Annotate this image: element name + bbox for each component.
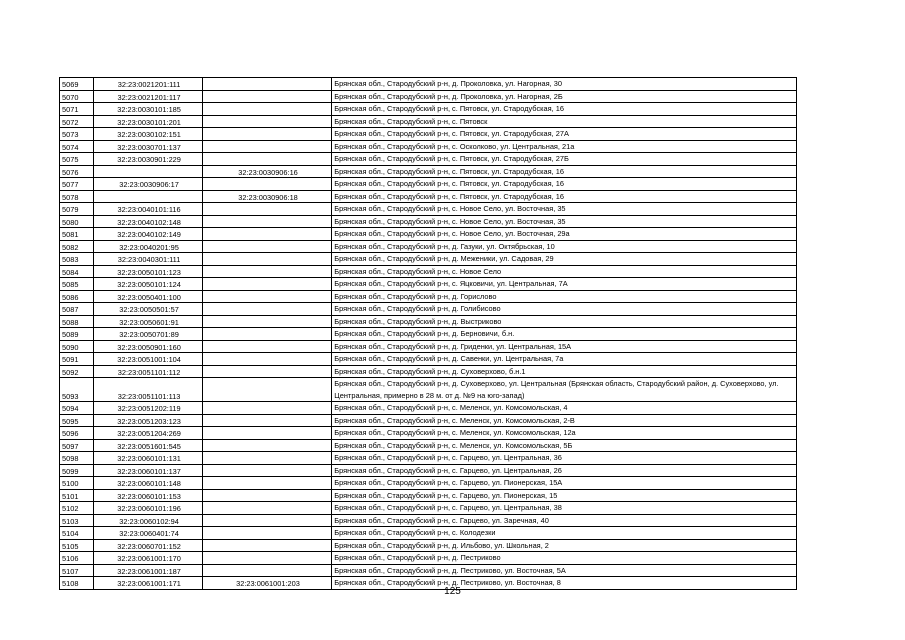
- related-cadastral-number-cell: [202, 290, 332, 303]
- address-cell: Брянская обл., Стародубский р-н, с. Гарцево, ул. Пионерская, 15: [332, 489, 797, 502]
- related-cadastral-number-cell: [202, 564, 332, 577]
- row-number-cell: 5106: [60, 552, 94, 565]
- row-number-cell: 5101: [60, 489, 94, 502]
- row-number-cell: 5102: [60, 502, 94, 515]
- table-row: [60, 253, 797, 266]
- cadastral-number-cell: 32:23:0021201:111: [94, 78, 202, 91]
- address-cell: Брянская обл., Стародубский р-н, с. Пятовск, ул. Стародубская, 27Б: [332, 153, 797, 166]
- row-number-cell: 5099: [60, 464, 94, 477]
- cadastral-number-cell: 32:23:0051001:104: [94, 353, 202, 366]
- row-number-cell: 5088: [60, 315, 94, 328]
- row-number-cell: 5077: [60, 178, 94, 191]
- table-row: [60, 265, 797, 278]
- address-cell: Брянская обл., Стародубский р-н, с. Меленск, ул. Комсомольская, 4: [332, 402, 797, 415]
- address-cell: Брянская обл., Стародубский р-н, д. Суховерхово, б.н.1: [332, 365, 797, 378]
- table-row: [60, 527, 797, 540]
- table-row: [60, 365, 797, 378]
- related-cadastral-number-cell: [202, 464, 332, 477]
- related-cadastral-number-cell: [202, 215, 332, 228]
- cadastral-number-cell: 32:23:0030701:137: [94, 140, 202, 153]
- related-cadastral-number-cell: [202, 439, 332, 452]
- address-cell: Брянская обл., Стародубский р-н, д. Пестриково, ул. Восточная, 8: [332, 577, 797, 590]
- cadastral-number-cell: 32:23:0060101:137: [94, 464, 202, 477]
- address-cell: Брянская обл., Стародубский р-н, с. Гарцево, ул. Центральная, 36: [332, 452, 797, 465]
- related-cadastral-number-cell: [202, 452, 332, 465]
- address-cell: Брянская обл., Стародубский р-н, с. Новое Село: [332, 265, 797, 278]
- row-number-cell: 5070: [60, 90, 94, 103]
- related-cadastral-number-cell: [202, 402, 332, 415]
- related-cadastral-number-cell: 32:23:0030906:18: [202, 190, 332, 203]
- address-cell: Брянская обл., Стародубский р-н, д. Газуки, ул. Октябрьская, 10: [332, 240, 797, 253]
- table-row: [60, 103, 797, 116]
- cadastral-number-cell: 32:23:0061001:187: [94, 564, 202, 577]
- cadastral-number-cell: 32:23:0060101:148: [94, 477, 202, 490]
- address-cell: Брянская обл., Стародубский р-н, с. Гарцево, ул. Центральная, 26: [332, 464, 797, 477]
- row-number-cell: 5081: [60, 228, 94, 241]
- address-cell: Брянская обл., Стародубский р-н, д. Ильбово, ул. Школьная, 2: [332, 539, 797, 552]
- related-cadastral-number-cell: [202, 203, 332, 216]
- related-cadastral-number-cell: [202, 315, 332, 328]
- table-row: [60, 240, 797, 253]
- table-row: [60, 564, 797, 577]
- address-cell: Брянская обл., Стародубский р-н, с. Пятовск, ул. Стародубская, 16: [332, 165, 797, 178]
- cadastral-number-cell: 32:23:0061001:171: [94, 577, 202, 590]
- related-cadastral-number-cell: [202, 253, 332, 266]
- cadastral-number-cell: 32:23:0061001:170: [94, 552, 202, 565]
- address-cell: Брянская обл., Стародубский р-н, с. Пятовск, ул. Стародубская, 16: [332, 190, 797, 203]
- address-cell: Брянская обл., Стародубский р-н, д. Проколовка, ул. Нагорная, 2Б: [332, 90, 797, 103]
- cadastral-number-cell: 32:23:0040102:148: [94, 215, 202, 228]
- cadastral-number-cell: 32:23:0021201:117: [94, 90, 202, 103]
- row-number-cell: 5108: [60, 577, 94, 590]
- table-row: [60, 439, 797, 452]
- table-row: [60, 153, 797, 166]
- row-number-cell: 5071: [60, 103, 94, 116]
- table-row: [60, 190, 797, 203]
- cadastral-number-cell: 32:23:0060701:152: [94, 539, 202, 552]
- address-cell: Брянская обл., Стародубский р-н, с. Меленск, ул. Комсомольская, 2-В: [332, 414, 797, 427]
- related-cadastral-number-cell: 32:23:0061001:203: [202, 577, 332, 590]
- table-row: [60, 502, 797, 515]
- address-cell: Брянская обл., Стародубский р-н, с. Гарцево, ул. Центральная, 38: [332, 502, 797, 515]
- cadastral-number-cell: 32:23:0060101:153: [94, 489, 202, 502]
- row-number-cell: 5073: [60, 128, 94, 141]
- related-cadastral-number-cell: [202, 489, 332, 502]
- related-cadastral-number-cell: [202, 527, 332, 540]
- cadastral-number-cell: 32:23:0030101:185: [94, 103, 202, 116]
- cadastral-number-cell: 32:23:0051101:112: [94, 365, 202, 378]
- related-cadastral-number-cell: [202, 365, 332, 378]
- address-cell: Брянская обл., Стародубский р-н, с. Меленск, ул. Комсомольская, 5Б: [332, 439, 797, 452]
- address-cell: Брянская обл., Стародубский р-н, д. Голибисово: [332, 303, 797, 316]
- cadastral-number-cell: 32:23:0051204:269: [94, 427, 202, 440]
- related-cadastral-number-cell: [202, 427, 332, 440]
- row-number-cell: 5095: [60, 414, 94, 427]
- table-row: [60, 228, 797, 241]
- table-row: [60, 539, 797, 552]
- related-cadastral-number-cell: [202, 140, 332, 153]
- related-cadastral-number-cell: [202, 115, 332, 128]
- cadastral-number-cell: 32:23:0050501:57: [94, 303, 202, 316]
- address-cell: Брянская обл., Стародубский р-н, д. Пестриково: [332, 552, 797, 565]
- cadastral-number-cell: 32:23:0050701:89: [94, 328, 202, 341]
- table-row: [60, 115, 797, 128]
- row-number-cell: 5104: [60, 527, 94, 540]
- related-cadastral-number-cell: [202, 128, 332, 141]
- related-cadastral-number-cell: 32:23:0030906:16: [202, 165, 332, 178]
- address-cell: Брянская обл., Стародубский р-н, с. Пятовск, ул. Стародубская, 16: [332, 103, 797, 116]
- row-number-cell: 5093: [60, 378, 94, 402]
- address-cell: Брянская обл., Стародубский р-н, с. Колодезки: [332, 527, 797, 540]
- cadastral-number-cell: 32:23:0051202:119: [94, 402, 202, 415]
- table-row: [60, 203, 797, 216]
- table-row: [60, 315, 797, 328]
- related-cadastral-number-cell: [202, 340, 332, 353]
- related-cadastral-number-cell: [202, 502, 332, 515]
- table-row: [60, 278, 797, 291]
- related-cadastral-number-cell: [202, 328, 332, 341]
- related-cadastral-number-cell: [202, 103, 332, 116]
- cadastral-number-cell: 32:23:0030906:17: [94, 178, 202, 191]
- cadastral-number-cell: 32:23:0050101:123: [94, 265, 202, 278]
- table-row: [60, 78, 797, 91]
- row-number-cell: 5107: [60, 564, 94, 577]
- related-cadastral-number-cell: [202, 278, 332, 291]
- related-cadastral-number-cell: [202, 153, 332, 166]
- address-cell: Брянская обл., Стародубский р-н, с. Новое Село, ул. Восточная, 35: [332, 203, 797, 216]
- address-cell: Брянская обл., Стародубский р-н, д. Савенки, ул. Центральная, 7а: [332, 353, 797, 366]
- related-cadastral-number-cell: [202, 240, 332, 253]
- address-cell: Брянская обл., Стародубский р-н, с. Пятовск: [332, 115, 797, 128]
- table-row: [60, 215, 797, 228]
- row-number-cell: 5096: [60, 427, 94, 440]
- cadastral-number-cell: [94, 190, 202, 203]
- page-number: 125: [444, 586, 461, 597]
- related-cadastral-number-cell: [202, 539, 332, 552]
- related-cadastral-number-cell: [202, 477, 332, 490]
- address-cell: Брянская обл., Стародубский р-н, д. Берновичи, б.н.: [332, 328, 797, 341]
- table-row: [60, 514, 797, 527]
- row-number-cell: 5075: [60, 153, 94, 166]
- related-cadastral-number-cell: [202, 378, 332, 402]
- table-row: [60, 328, 797, 341]
- cadastral-number-cell: 32:23:0060401:74: [94, 527, 202, 540]
- row-number-cell: 5084: [60, 265, 94, 278]
- cadastral-number-cell: 32:23:0060101:196: [94, 502, 202, 515]
- table-row: [60, 165, 797, 178]
- row-number-cell: 5105: [60, 539, 94, 552]
- cadastral-number-cell: 32:23:0050901:160: [94, 340, 202, 353]
- cadastral-number-cell: 32:23:0040201:95: [94, 240, 202, 253]
- table-row: [60, 340, 797, 353]
- address-cell: Брянская обл., Стародубский р-н, с. Новое Село, ул. Восточная, 35: [332, 215, 797, 228]
- address-cell: Брянская обл., Стародубский р-н, д. Проколовка, ул. Нагорная, 30: [332, 78, 797, 91]
- row-number-cell: 5090: [60, 340, 94, 353]
- table-row: [60, 90, 797, 103]
- registry-table: [59, 77, 797, 590]
- table-row: [60, 477, 797, 490]
- address-cell: Брянская обл., Стародубский р-н, с. Новое Село, ул. Восточная, 29а: [332, 228, 797, 241]
- address-cell: Брянская обл., Стародубский р-н, с. Гарцево, ул. Пионерская, 15А: [332, 477, 797, 490]
- address-cell: Брянская обл., Стародубский р-н, с. Меленск, ул. Комсомольская, 12а: [332, 427, 797, 440]
- cadastral-number-cell: 32:23:0030102:151: [94, 128, 202, 141]
- table-row: [60, 464, 797, 477]
- row-number-cell: 5098: [60, 452, 94, 465]
- related-cadastral-number-cell: [202, 353, 332, 366]
- table-row: [60, 128, 797, 141]
- address-cell: Брянская обл., Стародубский р-н, д. Суховерхово, ул. Центральная (Брянская область, Стародубский район, д. Суховерхово, ул. Центральная, примерно в 28 м. от д. №9 на юго-запад): [332, 378, 797, 402]
- related-cadastral-number-cell: [202, 552, 332, 565]
- row-number-cell: 5083: [60, 253, 94, 266]
- table-row: [60, 378, 797, 402]
- cadastral-number-cell: 32:23:0051601:545: [94, 439, 202, 452]
- related-cadastral-number-cell: [202, 228, 332, 241]
- cadastral-number-cell: 32:23:0050401:100: [94, 290, 202, 303]
- row-number-cell: 5078: [60, 190, 94, 203]
- related-cadastral-number-cell: [202, 414, 332, 427]
- address-cell: Брянская обл., Стародубский р-н, д. Гриденки, ул. Центральная, 15А: [332, 340, 797, 353]
- row-number-cell: 5085: [60, 278, 94, 291]
- cadastral-number-cell: 32:23:0030901:229: [94, 153, 202, 166]
- address-cell: Брянская обл., Стародубский р-н, с. Пятовск, ул. Стародубская, 16: [332, 178, 797, 191]
- address-cell: Брянская обл., Стародубский р-н, с. Пятовск, ул. Стародубская, 27А: [332, 128, 797, 141]
- table-row: [60, 452, 797, 465]
- row-number-cell: 5076: [60, 165, 94, 178]
- related-cadastral-number-cell: [202, 514, 332, 527]
- address-cell: Брянская обл., Стародубский р-н, д. Выстриково: [332, 315, 797, 328]
- cadastral-number-cell: 32:23:0050101:124: [94, 278, 202, 291]
- cadastral-number-cell: 32:23:0040301:111: [94, 253, 202, 266]
- cadastral-number-cell: 32:23:0060102:94: [94, 514, 202, 527]
- row-number-cell: 5097: [60, 439, 94, 452]
- cadastral-number-cell: [94, 165, 202, 178]
- related-cadastral-number-cell: [202, 265, 332, 278]
- row-number-cell: 5072: [60, 115, 94, 128]
- table-row: [60, 353, 797, 366]
- table-row: [60, 489, 797, 502]
- table-row: [60, 414, 797, 427]
- cadastral-number-cell: 32:23:0051203:123: [94, 414, 202, 427]
- row-number-cell: 5079: [60, 203, 94, 216]
- row-number-cell: 5082: [60, 240, 94, 253]
- row-number-cell: 5094: [60, 402, 94, 415]
- table-row: [60, 303, 797, 316]
- address-cell: Брянская обл., Стародубский р-н, с. Яцковичи, ул. Центральная, 7А: [332, 278, 797, 291]
- related-cadastral-number-cell: [202, 303, 332, 316]
- related-cadastral-number-cell: [202, 90, 332, 103]
- registry-table-body: [60, 78, 797, 590]
- cadastral-number-cell: 32:23:0040102:149: [94, 228, 202, 241]
- row-number-cell: 5091: [60, 353, 94, 366]
- row-number-cell: 5089: [60, 328, 94, 341]
- cadastral-number-cell: 32:23:0051101:113: [94, 378, 202, 402]
- row-number-cell: 5103: [60, 514, 94, 527]
- table-row: [60, 290, 797, 303]
- cadastral-number-cell: 32:23:0030101:201: [94, 115, 202, 128]
- table-row: [60, 402, 797, 415]
- address-cell: Брянская обл., Стародубский р-н, д. Меженики, ул. Садовая, 29: [332, 253, 797, 266]
- address-cell: Брянская обл., Стародубский р-н, с. Осколково, ул. Центральная, 21а: [332, 140, 797, 153]
- cadastral-number-cell: 32:23:0040101:116: [94, 203, 202, 216]
- cadastral-number-cell: 32:23:0060101:131: [94, 452, 202, 465]
- table-row: [60, 140, 797, 153]
- related-cadastral-number-cell: [202, 178, 332, 191]
- address-cell: Брянская обл., Стародубский р-н, д. Пестриково, ул. Восточная, 5А: [332, 564, 797, 577]
- row-number-cell: 5086: [60, 290, 94, 303]
- row-number-cell: 5069: [60, 78, 94, 91]
- row-number-cell: 5087: [60, 303, 94, 316]
- address-cell: Брянская обл., Стародубский р-н, д. Горислово: [332, 290, 797, 303]
- related-cadastral-number-cell: [202, 78, 332, 91]
- row-number-cell: 5080: [60, 215, 94, 228]
- row-number-cell: 5074: [60, 140, 94, 153]
- table-row: [60, 427, 797, 440]
- cadastral-number-cell: 32:23:0050601:91: [94, 315, 202, 328]
- table-row: [60, 552, 797, 565]
- table-row: [60, 178, 797, 191]
- address-cell: Брянская обл., Стародубский р-н, с. Гарцево, ул. Заречная, 40: [332, 514, 797, 527]
- row-number-cell: 5100: [60, 477, 94, 490]
- row-number-cell: 5092: [60, 365, 94, 378]
